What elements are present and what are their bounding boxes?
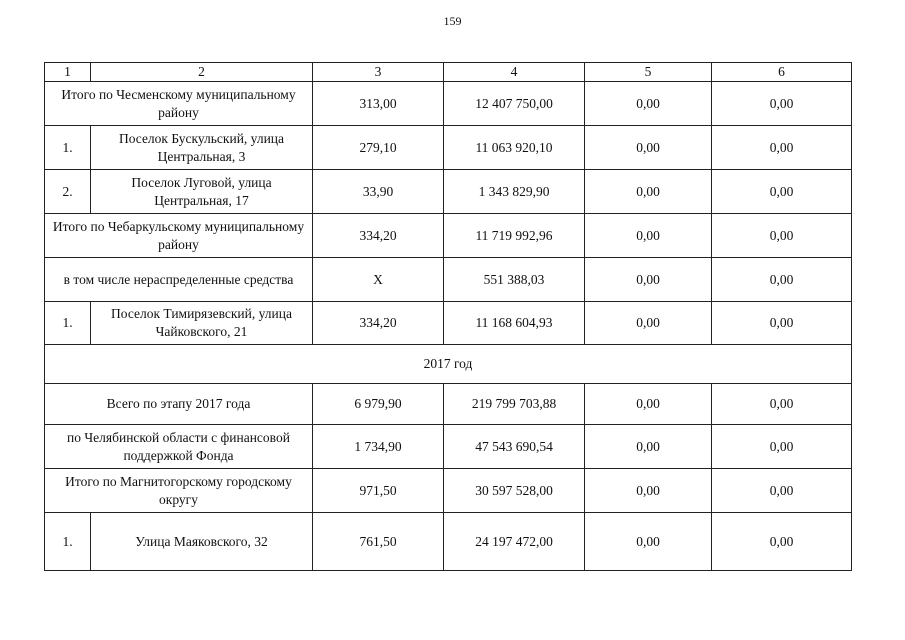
col6-cell: 0,00 xyxy=(712,258,852,302)
row-number: 1. xyxy=(45,126,91,170)
amount-cell: 30 597 528,00 xyxy=(444,469,585,513)
header-cell: 6 xyxy=(712,63,852,82)
section-row xyxy=(45,345,852,384)
col6-cell: 0,00 xyxy=(712,425,852,469)
area-cell: 33,90 xyxy=(313,170,444,214)
col6-cell: 0,00 xyxy=(712,469,852,513)
table-row xyxy=(45,302,852,345)
row-name: Итого по Чесменскому муниципальному району xyxy=(45,82,313,126)
table-row xyxy=(45,126,852,170)
amount-cell: 11 719 992,96 xyxy=(444,214,585,258)
col5-cell: 0,00 xyxy=(585,425,712,469)
header-cell: 3 xyxy=(313,63,444,82)
row-name: Итого по Чебаркульскому муниципальному району xyxy=(45,214,313,258)
budget-table xyxy=(44,62,852,571)
row-name: Всего по этапу 2017 года xyxy=(45,384,313,425)
col5-cell: 0,00 xyxy=(585,258,712,302)
header-cell: 5 xyxy=(585,63,712,82)
amount-cell: 1 343 829,90 xyxy=(444,170,585,214)
total-row xyxy=(45,469,852,513)
col5-cell: 0,00 xyxy=(585,513,712,571)
header-row xyxy=(45,63,852,82)
area-cell: 279,10 xyxy=(313,126,444,170)
area-cell: 313,00 xyxy=(313,82,444,126)
total-row xyxy=(45,82,852,126)
col6-cell: 0,00 xyxy=(712,82,852,126)
page-number: 159 xyxy=(443,14,462,28)
col5-cell: 0,00 xyxy=(585,214,712,258)
col5-cell: 0,00 xyxy=(585,302,712,345)
amount-cell: 12 407 750,00 xyxy=(444,82,585,126)
row-name: Поселок Бускульский, улица Центральная, 3 xyxy=(91,126,313,170)
col6-cell: 0,00 xyxy=(712,170,852,214)
col5-cell: 0,00 xyxy=(585,126,712,170)
amount-cell: 219 799 703,88 xyxy=(444,384,585,425)
row-name: Поселок Тимирязевский, улица Чайковского, 21 xyxy=(91,302,313,345)
row-name: в том числе нераспределенные средства xyxy=(45,258,313,302)
header-cell: 4 xyxy=(444,63,585,82)
col5-cell: 0,00 xyxy=(585,82,712,126)
col5-cell: 0,00 xyxy=(585,469,712,513)
total-row xyxy=(45,425,852,469)
area-cell: 6 979,90 xyxy=(313,384,444,425)
col5-cell: 0,00 xyxy=(585,384,712,425)
total-row xyxy=(45,384,852,425)
area-cell: 334,20 xyxy=(313,214,444,258)
table-row xyxy=(45,513,852,571)
area-cell: 761,50 xyxy=(313,513,444,571)
area-cell: Х xyxy=(313,258,444,302)
col6-cell: 0,00 xyxy=(712,384,852,425)
col6-cell: 0,00 xyxy=(712,513,852,571)
row-name: Итого по Магнитогорскому городскому округу xyxy=(45,469,313,513)
col6-cell: 0,00 xyxy=(712,214,852,258)
amount-cell: 24 197 472,00 xyxy=(444,513,585,571)
area-cell: 1 734,90 xyxy=(313,425,444,469)
area-cell: 334,20 xyxy=(313,302,444,345)
row-name: Улица Маяковского, 32 xyxy=(91,513,313,571)
amount-cell: 47 543 690,54 xyxy=(444,425,585,469)
table-row xyxy=(45,170,852,214)
total-row xyxy=(45,258,852,302)
header-cell: 1 xyxy=(45,63,91,82)
row-number: 2. xyxy=(45,170,91,214)
area-cell: 971,50 xyxy=(313,469,444,513)
section-title: 2017 год xyxy=(45,345,852,384)
col6-cell: 0,00 xyxy=(712,302,852,345)
amount-cell: 551 388,03 xyxy=(444,258,585,302)
row-name: по Челябинской области с финансовой поддержкой Фонда xyxy=(45,425,313,469)
row-number: 1. xyxy=(45,302,91,345)
row-number: 1. xyxy=(45,513,91,571)
col5-cell: 0,00 xyxy=(585,170,712,214)
total-row xyxy=(45,214,852,258)
header-cell: 2 xyxy=(91,63,313,82)
row-name: Поселок Луговой, улица Центральная, 17 xyxy=(91,170,313,214)
amount-cell: 11 063 920,10 xyxy=(444,126,585,170)
amount-cell: 11 168 604,93 xyxy=(444,302,585,345)
col6-cell: 0,00 xyxy=(712,126,852,170)
